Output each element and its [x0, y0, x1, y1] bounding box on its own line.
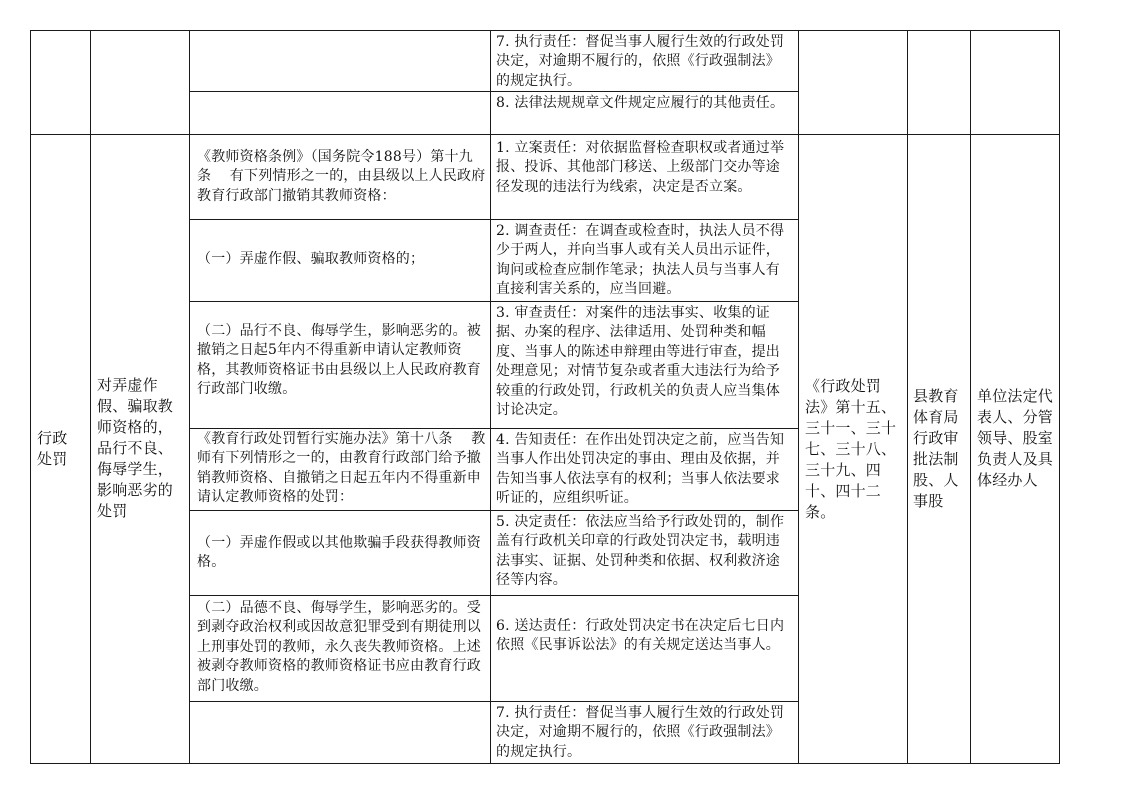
basis-regulation-1: 《教师资格条例》（国务院令188号）第十九条 有下列情形之一的，由县级以上人民政府教育行政部门撤销其教师资格：	[197, 149, 486, 204]
row-divider	[189, 595, 798, 596]
row-divider	[189, 510, 798, 511]
item-name-cell: 对弄虚作假、骗取教师资格的，品行不良、侮辱学生，影响恶劣的处罚	[97, 376, 174, 520]
row-divider	[189, 428, 798, 429]
row-divider	[189, 91, 798, 92]
responsibility-7: 7. 执行责任：督促当事人履行生效的行政处罚决定，对逾期不履行的，依照《行政强制法》的规定执行。	[496, 705, 785, 760]
basis-item-2-1: （一）弄虚作假或以其他欺骗手段获得教师资格。	[197, 535, 481, 571]
col-divider	[970, 30, 971, 764]
col-divider	[907, 30, 908, 764]
row-divider	[189, 301, 798, 302]
table-top-border	[30, 30, 1059, 31]
basis-item-1-2: （二）品行不良、侮辱学生，影响恶劣的。被撤销之日起5年内不得重新申请认定教师资格，其教师资格证书由县级以上人民政府教育行政部门收缴。	[197, 323, 481, 398]
responsible-person-cell: 单位法定代表人、分管领导、股室负责人及具体经办人	[977, 387, 1054, 489]
col-divider	[189, 30, 190, 764]
department-cell: 县教育体育局行政审批法制股、人事股	[913, 387, 959, 510]
row-divider	[189, 219, 798, 220]
col-divider	[30, 30, 31, 764]
responsibility-6: 6. 送达责任：行政处罚决定书在决定后七日内依照《民事诉讼法》的有关规定送达当事人。	[496, 618, 785, 654]
responsibility-2: 2. 调查责任：在调查或检查时，执法人员不得少于两人，并向当事人或有关人员出示证件，询问或检查应制作笔录；执法人员与当事人有直接利害关系的，应当回避。	[496, 223, 785, 298]
table-bottom-border	[30, 763, 1059, 764]
responsibility-5: 5. 决定责任：依法应当给予行政处罚的，制作盖有行政机关印章的行政处罚决定书，载明违法事实、证据、处罚种类和依据、权利救济途径等内容。	[496, 514, 785, 589]
col-divider	[490, 30, 491, 764]
category-cell: 行政处罚	[37, 429, 68, 468]
col-divider	[90, 30, 91, 764]
section-divider	[30, 134, 1059, 135]
responsibility-3: 3. 审查责任：对案件的违法事实、收集的证据、办案的程序、法律适用、处罚种类和幅度、当事人的陈述申辩理由等进行审查，提出处理意见；对情节复杂或者重大违法行为给予较重的行政处罚，行政机关的负责人应当集体讨论决定。	[496, 305, 780, 419]
legal-basis-cell: 《行政处罚法》第十五、三十一、三十七、三十八、三十九、四十、四十二条。	[805, 377, 897, 521]
col-divider	[798, 30, 799, 764]
responsibility-4: 4. 告知责任：在作出处罚决定之前，应当告知当事人作出处罚决定的事由、理由及依据，并告知当事人依法享有的权利；当事人依法要求听证的，应组织听证。	[496, 432, 785, 507]
responsibility-8-top: 8. 法律法规规章文件规定应履行的其他责任。	[496, 95, 785, 111]
col-divider	[1059, 30, 1060, 764]
basis-item-2-2: （二）品德不良、侮辱学生，影响恶劣的。受到剥夺政治权利或因故意犯罪受到有期徒刑以上刑事处罚的教师，永久丧失教师资格。上述被剥夺教师资格的教师资格证书应由教育行政部门收缴。	[197, 600, 481, 694]
basis-item-1-1: （一）弄虚作假、骗取教师资格的；	[197, 251, 425, 267]
row-divider	[189, 701, 798, 702]
responsibility-7-top: 7. 执行责任：督促当事人履行生效的行政处罚决定，对逾期不履行的，依照《行政强制法》的规定执行。	[496, 34, 785, 89]
responsibility-1: 1. 立案责任：对依据监督检查职权或者通过举报、投诉、其他部门移送、上级部门交办等途径发现的违法行为线索，决定是否立案。	[496, 140, 785, 195]
basis-regulation-2: 《教育行政处罚暂行实施办法》第十八条 教师有下列情形之一的，由教育行政部门给予撤销教师资格、自撤销之日起五年内不得重新申请认定教师资格的处罚：	[197, 431, 486, 506]
